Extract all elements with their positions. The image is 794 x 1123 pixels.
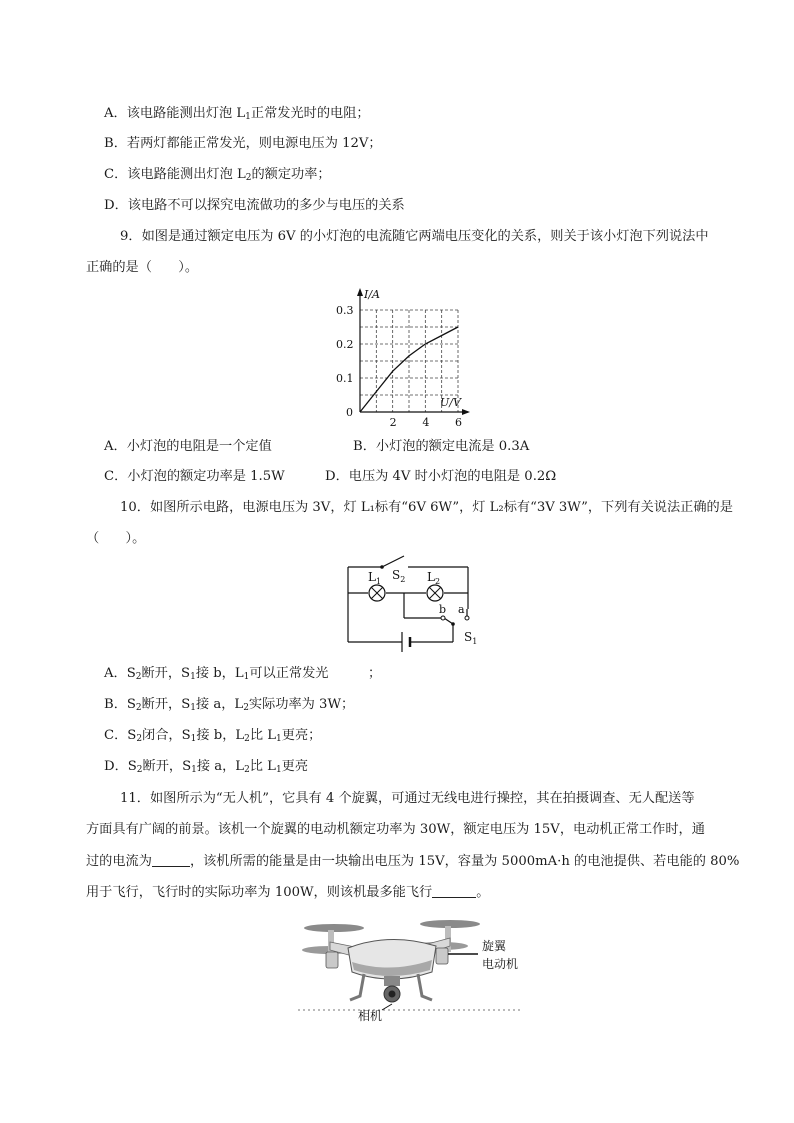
q10-stem-line1: 10．如图所示电路，电源电压为 3V，灯 L₁标有“6V 6W”，灯 L₂标有“3V 3W”，下列有关说法正确的是 xyxy=(120,500,733,515)
q10-circuit-diagram xyxy=(340,552,480,660)
svg-text:电动机: 电动机 xyxy=(482,957,519,971)
q8-option-d: D．该电路不可以探究电流做功的多少与电压的关系 xyxy=(104,198,405,213)
x-tick-label: 4 xyxy=(422,416,430,429)
q10-option-c: C．$S_2$闭合，$S_1$接 b，$L_2$比 $L_1$更亮； xyxy=(104,728,322,744)
svg-text:L1: $L_1$ xyxy=(368,570,382,586)
svg-text:旋翼: 旋翼 xyxy=(482,939,507,953)
q11-line2: 方面具有广阔的前景。该机一个旋翼的电动机额定功率为 30W，额定电压为 15V，电动机正常工作时，通 xyxy=(86,822,705,837)
q9-stem-line1: 9．如图是通过额定电压为 6V 的小灯泡的电流随它两端电压变化的关系，则关于该小灯泡下列说法中 xyxy=(120,229,709,244)
q11-drone-figure xyxy=(290,912,540,1030)
x-axis-label: U/V xyxy=(440,396,461,409)
svg-text:a: a xyxy=(458,603,465,616)
x-axis-arrow xyxy=(462,409,470,415)
q9-option-d: D．电压为 4V 时小灯泡的电阻是 0.2Ω xyxy=(325,469,557,484)
q10-option-d: D．$S_2$断开，$S_1$接 a，$L_2$比 $L_1$更亮 xyxy=(104,759,309,775)
x-tick-label: 6 xyxy=(455,416,462,429)
q8-option-a: A．该电路能测出灯泡 $L_1$正常发光时的电阻； xyxy=(104,106,370,122)
q8-option-c: C．该电路能测出灯泡 $L_2$的额定功率； xyxy=(104,167,331,183)
svg-text:相机: 相机 xyxy=(358,1009,383,1023)
q9-iu-chart xyxy=(320,282,470,432)
q10-option-a: A．$S_2$断开，$S_1$接 b，$L_1$可以正常发光 ； xyxy=(104,666,382,682)
y-tick-label: 0.1 xyxy=(336,372,354,385)
q11-line4: 用于飞行，飞行时的实际功率为 100W，则该机最多能飞行 。 xyxy=(86,885,490,900)
svg-text:b: b xyxy=(439,603,447,616)
q9-option-b: B．小灯泡的额定电流是 0.3A xyxy=(353,439,530,454)
x-tick-label: 2 xyxy=(389,416,397,429)
drone-icon xyxy=(302,920,480,1002)
lamp-l2-icon xyxy=(427,585,443,601)
svg-text:L2: $L_2$ xyxy=(427,570,441,586)
answer-blank-flight-time[interactable] xyxy=(432,884,476,898)
q11-line1: 11．如图所示为“无人机”，它具有 4 个旋翼，可通过无线电进行操控，其在拍摄调查、无人配送等 xyxy=(120,791,695,806)
y-tick-label: 0.3 xyxy=(336,304,354,317)
q9-option-a: A．小灯泡的电阻是一个定值 xyxy=(104,439,272,454)
svg-text:S1: $S_1$ xyxy=(464,630,478,646)
lamp-l1-icon xyxy=(369,585,385,601)
y-axis-label: I/A xyxy=(364,288,380,301)
origin-label: 0 xyxy=(346,406,353,419)
y-axis-arrow xyxy=(357,288,363,296)
q9-option-c: C．小灯泡的额定功率是 1.5W xyxy=(104,469,285,484)
q10-option-b: B．$S_2$断开，$S_1$接 a，$L_2$实际功率为 3W； xyxy=(104,697,355,713)
q9-stem-line2: 正确的是（ ）。 xyxy=(86,260,199,275)
iu-graph xyxy=(320,282,470,432)
y-tick-label: 0.2 xyxy=(336,338,354,351)
q11-line3: 过的电流为 ，该机所需的能量是由一块输出电压为 15V，容量为 5000mA·h 的电池提供、若电能的 80% xyxy=(86,854,740,869)
svg-text:S2: $S_2$ xyxy=(392,568,406,584)
answer-blank-current[interactable] xyxy=(152,853,190,867)
q8-option-b: B．若两灯都能正常发光，则电源电压为 12V； xyxy=(104,136,382,151)
q10-stem-line2: （ ）。 xyxy=(86,531,146,546)
